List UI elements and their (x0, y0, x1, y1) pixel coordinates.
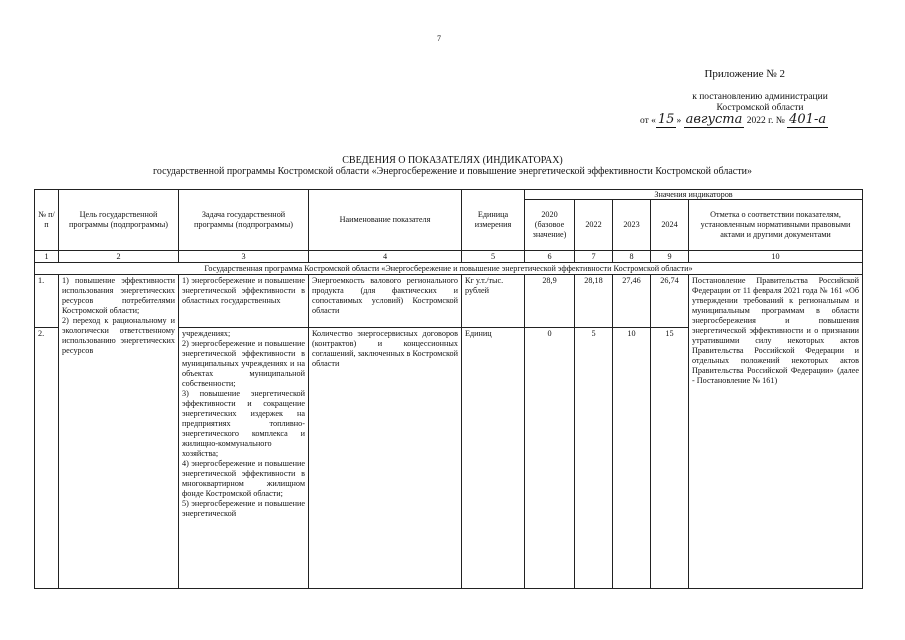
decree-year: 2022 г. № (746, 116, 785, 126)
row-num: 1. (35, 275, 59, 328)
col-number: 1 (35, 251, 59, 263)
section-row (35, 263, 863, 275)
col-number: 6 (525, 251, 575, 263)
value-2023: 27,46 (613, 275, 651, 328)
header-num: № п/п (35, 190, 59, 251)
document-title (0, 155, 905, 177)
col-number: 5 (462, 251, 525, 263)
header-goal: Цель государственной программы (подпрограммы) (59, 190, 179, 251)
value-base: 0 (525, 328, 575, 589)
header-row-1 (35, 190, 863, 200)
task-cell: учреждениях; 2) энергосбережение и повышение энергетической эффективности в муниципальных учреждениях и на объектах муниципальной собственности; 3) повышение энергетической эффективности и сокращение энергетических издержек на предприятиях топливно-энергетического комплекса и жилищно-коммунального хозяйства; 4) энергосбережение и повышение энергетической эффективности в многоквартирном жилищном фонде Костромской области; 5) энергосбережение и повышение энергетической (179, 328, 309, 589)
header-2023: 2023 (613, 200, 651, 251)
decree-number: 401-а (789, 112, 827, 127)
col-number: 10 (689, 251, 863, 263)
table-row (35, 275, 863, 328)
indicator-cell: Количество энергосервисных договоров (контрактов) и концессионных соглашений, заключенных в Костромской области (309, 328, 462, 589)
decree-line2: Костромской области (716, 103, 804, 113)
unit-cell: Кг у.т./тыс. рублей (462, 275, 525, 328)
col-number: 2 (59, 251, 179, 263)
header-2024: 2024 (651, 200, 689, 251)
row-num: 2. (35, 328, 59, 589)
decree-date-line (640, 114, 880, 127)
note-cell: Постановление Правительства Российской Федерации от 11 февраля 2021 года № 161 «Об утверждении требований к региональным и муниципальным программам в области энергосбережения и повышения энергетической эффективности и о признании утратившими силу некоторых актов Правительства Российской Федерации и отдельных положений некоторых актов Правительства Российской Федерации» (далее - Постановление № 161) (689, 275, 863, 589)
page-number: 7 (437, 34, 441, 43)
section-title: Государственная программа Костромской области «Энергосбережение и повышение энергетической эффективности Костромской области» (35, 263, 863, 275)
decree-day: 15 (657, 112, 675, 127)
decree-month: августа (685, 112, 743, 127)
col-number: 8 (613, 251, 651, 263)
header-base-year: 2020 (базовое значение) (525, 200, 575, 251)
column-numbers-row (35, 251, 863, 263)
value-2023: 10 (613, 328, 651, 589)
value-2022: 28,18 (575, 275, 613, 328)
goal-cell: 1) повышение эффективности использования энергетических ресурсов потребителями Костромской области; 2) переход к рациональному и экологически ответственному использованию энергетических ресурсов (59, 275, 179, 589)
value-2024: 15 (651, 328, 689, 589)
col-number: 3 (179, 251, 309, 263)
indicators-table (34, 189, 863, 589)
col-number: 7 (575, 251, 613, 263)
value-2022: 5 (575, 328, 613, 589)
header-note: Отметка о соответствии показателям, установленным нормативными правовыми актами и другими документами (689, 200, 863, 251)
decree-mid: » (676, 116, 682, 126)
unit-cell: Единиц (462, 328, 525, 589)
header-indicator: Наименование показателя (309, 190, 462, 251)
header-task: Задача государственной программы (подпрограммы) (179, 190, 309, 251)
value-2024: 26,74 (651, 275, 689, 328)
indicator-cell: Энергоемкость валового регионального продукта (для фактических и сопоставимых условий) Костромской области (309, 275, 462, 328)
header-2022: 2022 (575, 200, 613, 251)
header-unit: Единица измерения (462, 190, 525, 251)
title-line1: СВЕДЕНИЯ О ПОКАЗАТЕЛЯХ (ИНДИКАТОРАХ) (342, 155, 563, 166)
decree-prefix: от « (640, 116, 656, 126)
value-base: 28,9 (525, 275, 575, 328)
task-cell: 1) энергосбережение и повышение энергетической эффективности в областных государственных (179, 275, 309, 328)
col-number: 9 (651, 251, 689, 263)
title-line2: государственной программы Костромской области «Энергосбережение и повышение энергетической эффективности Костромской области» (153, 166, 752, 177)
decree-line1: к постановлению администрации (692, 92, 828, 102)
appendix-label: Приложение № 2 (704, 68, 785, 80)
header-values-group: Значения индикаторов (525, 190, 863, 200)
decree-reference (640, 92, 880, 127)
col-number: 4 (309, 251, 462, 263)
